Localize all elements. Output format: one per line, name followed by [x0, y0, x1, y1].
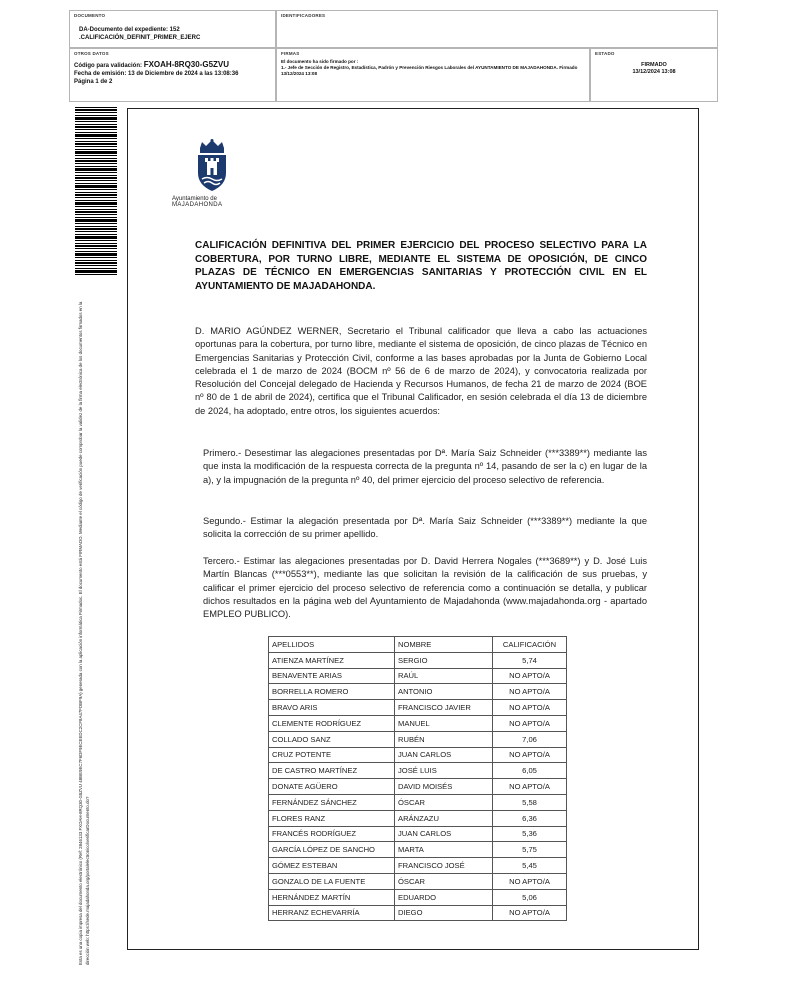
cell-calificacion: 5,75 — [493, 842, 567, 858]
header-nombre: NOMBRE — [395, 637, 493, 653]
cell-apellidos: CLEMENTE RODRÍGUEZ — [269, 715, 395, 731]
barcode-image — [75, 107, 117, 275]
cell-apellidos: GARCÍA LÓPEZ DE SANCHO — [269, 842, 395, 858]
cell-apellidos: DONATE AGÜERO — [269, 779, 395, 795]
documento-line1: DA-Documento del expediente: 152 — [79, 27, 180, 33]
pagina-indicator: Página 1 de 2 — [74, 79, 113, 85]
table-row — [269, 810, 567, 826]
document-header — [69, 10, 718, 102]
identificadores-cell — [276, 10, 718, 48]
cell-calificacion: NO APTO/A — [493, 747, 567, 763]
cell-apellidos: BRAVO ARIS — [269, 700, 395, 716]
cell-nombre: ÓSCAR — [395, 794, 493, 810]
intro-paragraph: D. MARIO AGÚNDEZ WERNER, Secretario el Tribunal calificador que lleva a cabo las actuaciones oportunas para la cobertura, por turno libre, mediante el sistema de oposición, de cinco plazas de Técnico en Emergencias Sanitarias y Protección Civil, conforme a las bases aprobadas por la Junta de Gobierno Local celebrada el 1 de marzo de 2024 (BOCM nº 56 de 6 de marzo de 2024), y convocatoria realizada por Resolución del Concejal delegado de Hacienda y Recursos Humanos, de fecha 21 de marzo de 2024 (BOE nº 80 de 1 de abril de 2024), certifica que el Tribunal Calificador, en sesión celebrada el día 13 de diciembre de 2024, ha adoptado, entre otros, los siguientes acuerdos: — [195, 326, 647, 416]
cell-nombre: MARTA — [395, 842, 493, 858]
table-row — [269, 652, 567, 668]
cell-nombre: JOSÉ LUIS — [395, 763, 493, 779]
table-body — [269, 652, 567, 921]
cell-calificacion: NO APTO/A — [493, 700, 567, 716]
table-row — [269, 684, 567, 700]
table-row — [269, 826, 567, 842]
header-apellidos: APELLIDOS — [269, 637, 395, 653]
cell-nombre: ÓSCAR — [395, 873, 493, 889]
cell-apellidos: FERNÁNDEZ SÁNCHEZ — [269, 794, 395, 810]
logo-text-line2: MAJADAHONDA — [172, 202, 223, 208]
cell-nombre: EDUARDO — [395, 889, 493, 905]
cell-nombre: JUAN CARLOS — [395, 747, 493, 763]
cell-apellidos: BENAVENTE ARIAS — [269, 668, 395, 684]
otros-datos-label: OTROS DATOS — [74, 51, 109, 56]
verification-side-text: Esta es una copia impresa del documento electrónico (Ref: 2846133 FXOAH-8RQ30-G5ZVU 48BE9EC7F6DF9ECEEDC2CF8A47FDBF9A) generada con la aplicación informática Firmadoc. El documento está FIRMADO. Mediante el código de verificación puede comprobar la validez de la firma electrónica de los documentos firmados en la dirección web: https://sede.majadahonda.org/portalelectronico/verificarDocumento.do? — [78, 301, 90, 965]
cell-calificacion: 5,36 — [493, 826, 567, 842]
cell-calificacion: NO APTO/A — [493, 684, 567, 700]
cell-apellidos: ATIENZA MARTÍNEZ — [269, 652, 395, 668]
cell-nombre: FRANCISCO JAVIER — [395, 700, 493, 716]
cell-nombre: FRANCISCO JOSÉ — [395, 858, 493, 874]
cell-apellidos: HERNÁNDEZ MARTÍN — [269, 889, 395, 905]
coat-of-arms-icon — [190, 139, 234, 193]
firmas-label: FIRMAS — [281, 51, 300, 56]
table-row — [269, 889, 567, 905]
fecha-emision: Fecha de emisión: 13 de Diciembre de 2024 a las 13:08:36 — [74, 71, 239, 77]
cell-calificacion: 5,06 — [493, 889, 567, 905]
firmas-line2: 1.- Jefe de Sección de Registro, Estadística, Padrón y Prevención Riesgos Laborales del AYUNTAMIENTO DE MAJADAHONDA. Firmado 13/12/2024 13:08 — [281, 65, 578, 76]
cell-apellidos: CRUZ POTENTE — [269, 747, 395, 763]
cell-nombre: RUBÉN — [395, 731, 493, 747]
table-row — [269, 842, 567, 858]
cell-nombre: ANTONIO — [395, 684, 493, 700]
table-header-row — [269, 637, 567, 653]
cell-apellidos: GÓMEZ ESTEBAN — [269, 858, 395, 874]
cell-calificacion: 6,05 — [493, 763, 567, 779]
cell-calificacion: 5,58 — [493, 794, 567, 810]
table-row — [269, 858, 567, 874]
cell-nombre: JUAN CARLOS — [395, 826, 493, 842]
documento-label: DOCUMENTO — [74, 13, 106, 18]
estado-date: 13/12/2024 13:08 — [632, 69, 676, 75]
estado-status: FIRMADO — [641, 62, 667, 68]
document-page — [127, 108, 699, 950]
table-row — [269, 700, 567, 716]
cell-apellidos: BORRELLA ROMERO — [269, 684, 395, 700]
cell-calificacion: 7,06 — [493, 731, 567, 747]
document-title: CALIFICACIÓN DEFINITIVA DEL PRIMER EJERCICIO DEL PROCESO SELECTIVO PARA LA COBERTURA, POR TURNO LIBRE, MEDIANTE EL SISTEMA DE OPOSICIÓN, DE CINCO PLAZAS DE TÉCNICO EN EMERGENCIAS SANITARIAS Y PROTECCIÓN CIVIL EN EL AYUNTAMIENTO DE MAJADAHONDA. — [195, 240, 647, 292]
cell-calificacion: NO APTO/A — [493, 715, 567, 731]
table-row — [269, 731, 567, 747]
otros-datos-value — [74, 61, 238, 86]
cell-calificacion: 6,36 — [493, 810, 567, 826]
table-row — [269, 905, 567, 921]
cell-nombre: SERGIO — [395, 652, 493, 668]
codigo-validacion — [74, 61, 238, 70]
estado-cell — [590, 48, 718, 102]
cell-calificacion: NO APTO/A — [493, 905, 567, 921]
cell-calificacion: 5,45 — [493, 858, 567, 874]
cell-calificacion: NO APTO/A — [493, 873, 567, 889]
otros-datos-cell — [69, 48, 276, 102]
logo-text-line1: Ayuntamiento de — [172, 196, 217, 202]
cell-nombre: DAVID MOISÉS — [395, 779, 493, 795]
estado-value — [591, 62, 717, 76]
firmas-line1: El documento ha sido firmado por : — [281, 59, 359, 64]
table-row — [269, 747, 567, 763]
municipality-logo — [172, 139, 252, 208]
firmas-value — [281, 59, 581, 77]
results-table — [268, 636, 567, 921]
documento-cell — [69, 10, 276, 48]
acuerdo-primero: Primero.- Desestimar las alegaciones presentadas por Dª. María Saiz Schneider (***3389**) mediante las que insta la modificación de la respuesta correcta de la pregunta nº 14, pasando de ser la c) en lugar de la a), y la impugnación de la pregunta nº 40, del primer ejercicio del proceso selectivo de referencia. — [203, 448, 647, 485]
firmas-cell — [276, 48, 590, 102]
cell-apellidos: DE CASTRO MARTÍNEZ — [269, 763, 395, 779]
header-calificacion: CALIFICACIÓN — [493, 637, 567, 653]
cell-calificacion: 5,74 — [493, 652, 567, 668]
table-row — [269, 873, 567, 889]
cell-nombre: MANUEL — [395, 715, 493, 731]
documento-line2: .CALIFICACIÓN_DEFINIT_PRIMER_EJERC — [79, 35, 201, 41]
identificadores-label: IDENTIFICADORES — [281, 13, 326, 18]
table-row — [269, 794, 567, 810]
cell-apellidos: HERRANZ ECHEVARRÍA — [269, 905, 395, 921]
cell-apellidos: COLLADO SANZ — [269, 731, 395, 747]
cell-nombre: ARÁNZAZU — [395, 810, 493, 826]
table-row — [269, 668, 567, 684]
cell-apellidos: FRANCÉS RODRÍGUEZ — [269, 826, 395, 842]
codigo-value: FXOAH-8RQ30-G5ZVU — [143, 60, 230, 69]
documento-value — [79, 26, 200, 42]
table-row — [269, 715, 567, 731]
acuerdo-segundo: Segundo.- Estimar la alegación presentada por Dª. María Saiz Schneider (***3389**) mediante la que solicita la corrección de su primer apellido. — [203, 516, 647, 540]
cell-apellidos: FLORES RANZ — [269, 810, 395, 826]
acuerdo-tercero: Tercero.- Estimar las alegaciones presentadas por D. David Herrera Nogales (***3689**) y D. José Luis Martín Blancas (***0553**), mediante las que solicitan la revisión de la calificación de sus pruebas, y calificar el primer ejercicio del proceso selectivo de referencia como a continuación se detalla, y publicar dichos resultados en la página web del Ayuntamiento de Majadahonda (www.majadahonda.org - apartado EMPLEO PUBLICO). — [203, 556, 647, 620]
table-row — [269, 779, 567, 795]
cell-calificacion: NO APTO/A — [493, 668, 567, 684]
estado-label: ESTADO — [595, 51, 615, 56]
codigo-label: Código para validación: — [74, 63, 143, 69]
cell-calificacion: NO APTO/A — [493, 779, 567, 795]
cell-nombre: RAÚL — [395, 668, 493, 684]
table-row — [269, 763, 567, 779]
cell-nombre: DIEGO — [395, 905, 493, 921]
cell-apellidos: GONZALO DE LA FUENTE — [269, 873, 395, 889]
